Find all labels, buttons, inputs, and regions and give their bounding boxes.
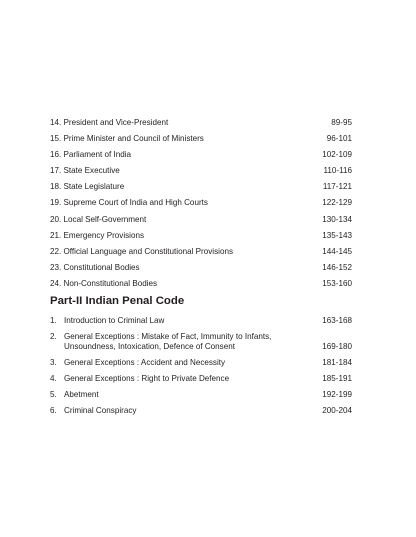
toc-entry xyxy=(50,215,352,225)
toc-entry xyxy=(50,406,352,416)
entry-pages: 153-160 xyxy=(322,278,352,288)
entry-title: Introduction to Criminal Law xyxy=(64,316,165,325)
entry-pages: 102-109 xyxy=(322,150,352,160)
entry-pages: 89-95 xyxy=(331,118,352,127)
entry-title: Non-Constitutional Bodies xyxy=(63,278,158,288)
entry-title: Emergency Provisions xyxy=(63,230,145,240)
entry-number: 24. xyxy=(50,278,62,288)
entry-title: Abetment xyxy=(64,390,99,400)
entry-number: 3. xyxy=(50,358,57,368)
entry-number: 1. xyxy=(50,316,57,325)
entry-title: Constitutional Bodies xyxy=(63,262,140,272)
entry-number: 5. xyxy=(50,390,57,400)
entry-title: State Executive xyxy=(63,166,120,176)
entry-pages: 135-143 xyxy=(322,230,352,240)
entry-title: Supreme Court of India and High Courts xyxy=(63,198,208,208)
entry-number: 21. xyxy=(50,230,62,240)
entry-title: Official Language and Constitutional Provisions xyxy=(63,246,233,256)
entry-number: 4. xyxy=(50,374,57,384)
toc-entry xyxy=(50,166,352,176)
toc-entry xyxy=(50,198,352,208)
entry-pages: 146-152 xyxy=(322,262,352,272)
entry-number: 15. xyxy=(50,134,62,144)
entry-number: 2. xyxy=(50,332,57,342)
entry-title: Prime Minister and Council of Ministers xyxy=(63,134,204,144)
entry-pages: 130-134 xyxy=(322,214,352,224)
entry-number: 23. xyxy=(50,262,62,272)
toc-entry xyxy=(50,316,352,326)
entry-title: Local Self-Government xyxy=(63,214,147,224)
toc-entry xyxy=(50,247,352,257)
toc-part1-list xyxy=(50,118,352,295)
entry-title: State Legislature xyxy=(63,182,125,192)
entry-number: 6. xyxy=(50,406,57,416)
toc-entry xyxy=(50,332,352,352)
entry-number: 16. xyxy=(50,150,62,160)
toc-entry xyxy=(50,134,352,144)
entry-pages: 200-204 xyxy=(322,406,352,416)
entry-pages: 96-101 xyxy=(326,134,352,144)
entry-title: Parliament of India xyxy=(63,150,132,160)
toc-entry xyxy=(50,279,352,289)
toc-entry xyxy=(50,182,352,192)
part-heading: Part-II Indian Penal Code xyxy=(50,295,185,307)
entry-title: Criminal Conspiracy xyxy=(64,406,137,416)
entry-pages: 169-180 xyxy=(322,342,352,352)
entry-pages: 192-199 xyxy=(322,390,352,400)
entry-number: 14. xyxy=(50,118,62,127)
entry-number: 18. xyxy=(50,182,62,192)
entry-title: General Exceptions : Mistake of Fact, Immunity to Infants, Unsoundness, Intoxication, Defence of Consent xyxy=(64,332,272,352)
toc-entry xyxy=(50,358,352,368)
toc-entry xyxy=(50,150,352,160)
entry-number: 22. xyxy=(50,246,62,256)
toc-part2-list xyxy=(50,316,352,423)
entry-pages: 110-116 xyxy=(323,166,352,176)
entry-title: General Exceptions : Accident and Necessity xyxy=(64,358,226,368)
entry-pages: 117-121 xyxy=(322,182,352,192)
toc-entry xyxy=(50,263,352,273)
toc-entry xyxy=(50,374,352,384)
entry-number: 20. xyxy=(50,214,62,224)
toc-entry xyxy=(50,118,352,128)
entry-pages: 181-184 xyxy=(322,358,352,368)
toc-entry xyxy=(50,390,352,400)
entry-pages: 163-168 xyxy=(322,316,352,325)
entry-pages: 122-129 xyxy=(322,198,352,208)
entry-title: President and Vice-President xyxy=(63,118,169,127)
entry-pages: 185-191 xyxy=(322,374,352,384)
toc-entry xyxy=(50,231,352,241)
entry-pages: 144-145 xyxy=(322,246,352,256)
entry-number: 17. xyxy=(50,166,62,176)
entry-title: General Exceptions : Right to Private Defence xyxy=(64,374,230,384)
entry-number: 19. xyxy=(50,198,62,208)
